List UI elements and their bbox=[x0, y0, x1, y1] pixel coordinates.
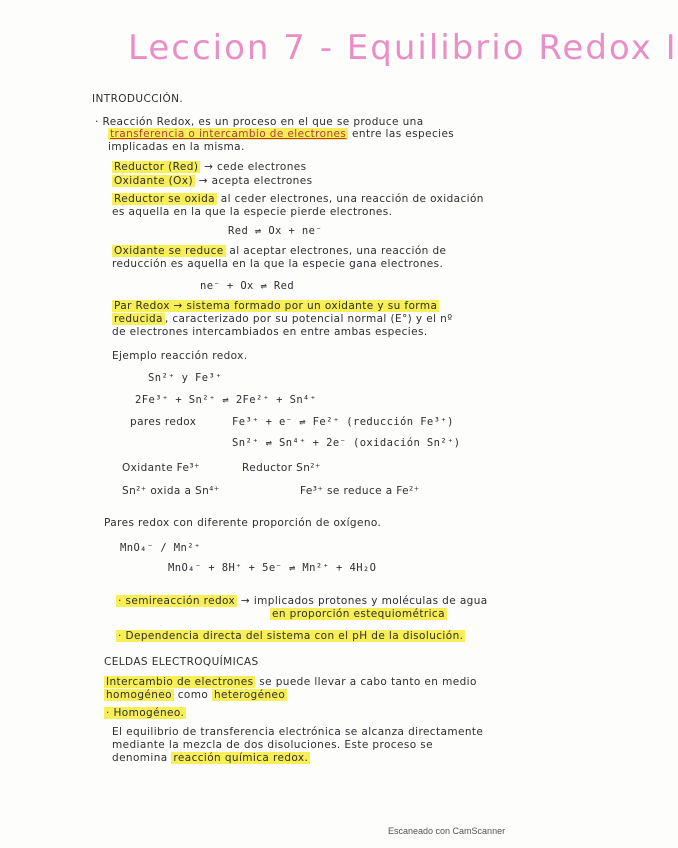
text-line bbox=[112, 752, 310, 765]
text-fragment: denomina bbox=[112, 752, 168, 764]
text-fragment: al aceptar electrones, una reacción de bbox=[229, 245, 447, 257]
text-line: Sn²⁺ oxida a Sn⁴⁺ bbox=[122, 485, 220, 497]
equation: Red ⇌ Ox + ne⁻ bbox=[228, 225, 323, 237]
equation: 2Fe³⁺ + Sn²⁺ ⇌ 2Fe²⁺ + Sn⁴⁺ bbox=[135, 394, 317, 406]
text-line: pares redox bbox=[130, 416, 197, 428]
highlight: en proporción estequiométrica bbox=[272, 608, 445, 620]
equation: Fe³⁺ + e⁻ ⇌ Fe²⁺ (reducción Fe³⁺) bbox=[232, 416, 454, 428]
page-title: Leccion 7 - Equilibrio Redox I bbox=[128, 28, 678, 68]
text-line: Fe³⁺ se reduce a Fe²⁺ bbox=[300, 485, 420, 497]
text-line bbox=[104, 689, 287, 702]
text-line: de electrones intercambiados en entre ambas especies. bbox=[112, 326, 428, 338]
text-line: es aquella en la que la especie pierde electrones. bbox=[112, 206, 393, 218]
text-line bbox=[112, 175, 312, 188]
text-fragment: al ceder electrones, una reacción de oxidación bbox=[220, 193, 484, 205]
equation: ne⁻ + Ox ⇌ Red bbox=[200, 280, 295, 292]
equation: Sn²⁺ y Fe³⁺ bbox=[148, 372, 222, 384]
text-line: Oxidante Fe³⁺ bbox=[122, 462, 200, 474]
text-fragment: como bbox=[177, 689, 209, 701]
equation: MnO₄⁻ + 8H⁺ + 5e⁻ ⇌ Mn²⁺ + 4H₂O bbox=[168, 562, 377, 574]
text-line bbox=[112, 313, 453, 326]
text-line: implicadas en la misma. bbox=[108, 141, 245, 153]
highlight: Reductor se oxida bbox=[114, 193, 215, 205]
text-fragment: se puede llevar a cabo tanto en medio bbox=[259, 676, 477, 688]
text-fragment: entre las especies bbox=[352, 128, 455, 140]
text-line: El equilibrio de transferencia electrónica se alcanza directamente bbox=[112, 726, 484, 738]
text-line: · Reacción Redox, es un proceso en el que se produce una bbox=[95, 116, 424, 128]
text-line bbox=[116, 630, 465, 643]
section-celdas: CELDAS ELECTROQUÍMICAS bbox=[104, 656, 259, 668]
text-line bbox=[108, 128, 454, 141]
text-line: Ejemplo reacción redox. bbox=[112, 350, 248, 362]
highlight: Reductor (Red) bbox=[114, 161, 199, 173]
highlight: · Dependencia directa del sistema con el pH de la disolución. bbox=[118, 630, 464, 642]
highlight: Oxidante (Ox) bbox=[114, 175, 193, 187]
text-line: mediante la mezcla de dos disoluciones. Este proceso se bbox=[112, 739, 433, 751]
highlight: Intercambio de electrones bbox=[106, 676, 254, 688]
text-line bbox=[112, 161, 307, 174]
highlight: reacción química redox. bbox=[173, 752, 309, 764]
text-line: Reductor Sn²⁺ bbox=[242, 462, 321, 474]
text-line bbox=[112, 300, 439, 313]
text-fragment: , caracterizado por su potencial normal (E°) y el nº bbox=[164, 313, 453, 325]
text-line bbox=[112, 193, 484, 206]
scanner-watermark: Escaneado con CamScanner bbox=[388, 826, 506, 836]
text-line bbox=[270, 608, 447, 621]
equation: MnO₄⁻ / Mn²⁺ bbox=[120, 542, 201, 554]
section-intro: INTRODUCCIÓN. bbox=[92, 93, 184, 105]
highlight: · semireacción redox bbox=[118, 595, 236, 607]
text-fragment: → cede electrones bbox=[204, 161, 307, 173]
text-line bbox=[112, 245, 446, 258]
highlight: homogéneo bbox=[106, 689, 172, 701]
highlight: Par Redox → sistema formado por un oxidante y su forma bbox=[114, 300, 438, 312]
text-line bbox=[104, 676, 477, 689]
highlight: · Homogéneo. bbox=[106, 707, 185, 719]
text-line bbox=[116, 595, 488, 608]
highlight: Oxidante se reduce bbox=[114, 245, 224, 257]
equation: Sn²⁺ ⇌ Sn⁴⁺ + 2e⁻ (oxidación Sn²⁺) bbox=[232, 437, 461, 449]
text-line bbox=[104, 707, 186, 720]
highlight: heterogéneo bbox=[213, 689, 286, 701]
highlight: transferencia o intercambio de electrones bbox=[110, 128, 347, 140]
text-line: reducción es aquella en la que la especie gana electrones. bbox=[112, 258, 444, 270]
text-fragment: → implicados protones y moléculas de agua bbox=[240, 595, 488, 607]
text-fragment: → acepta electrones bbox=[198, 175, 313, 187]
highlight: reducida bbox=[114, 313, 163, 325]
text-line: Pares redox con diferente proporción de oxígeno. bbox=[104, 517, 382, 529]
